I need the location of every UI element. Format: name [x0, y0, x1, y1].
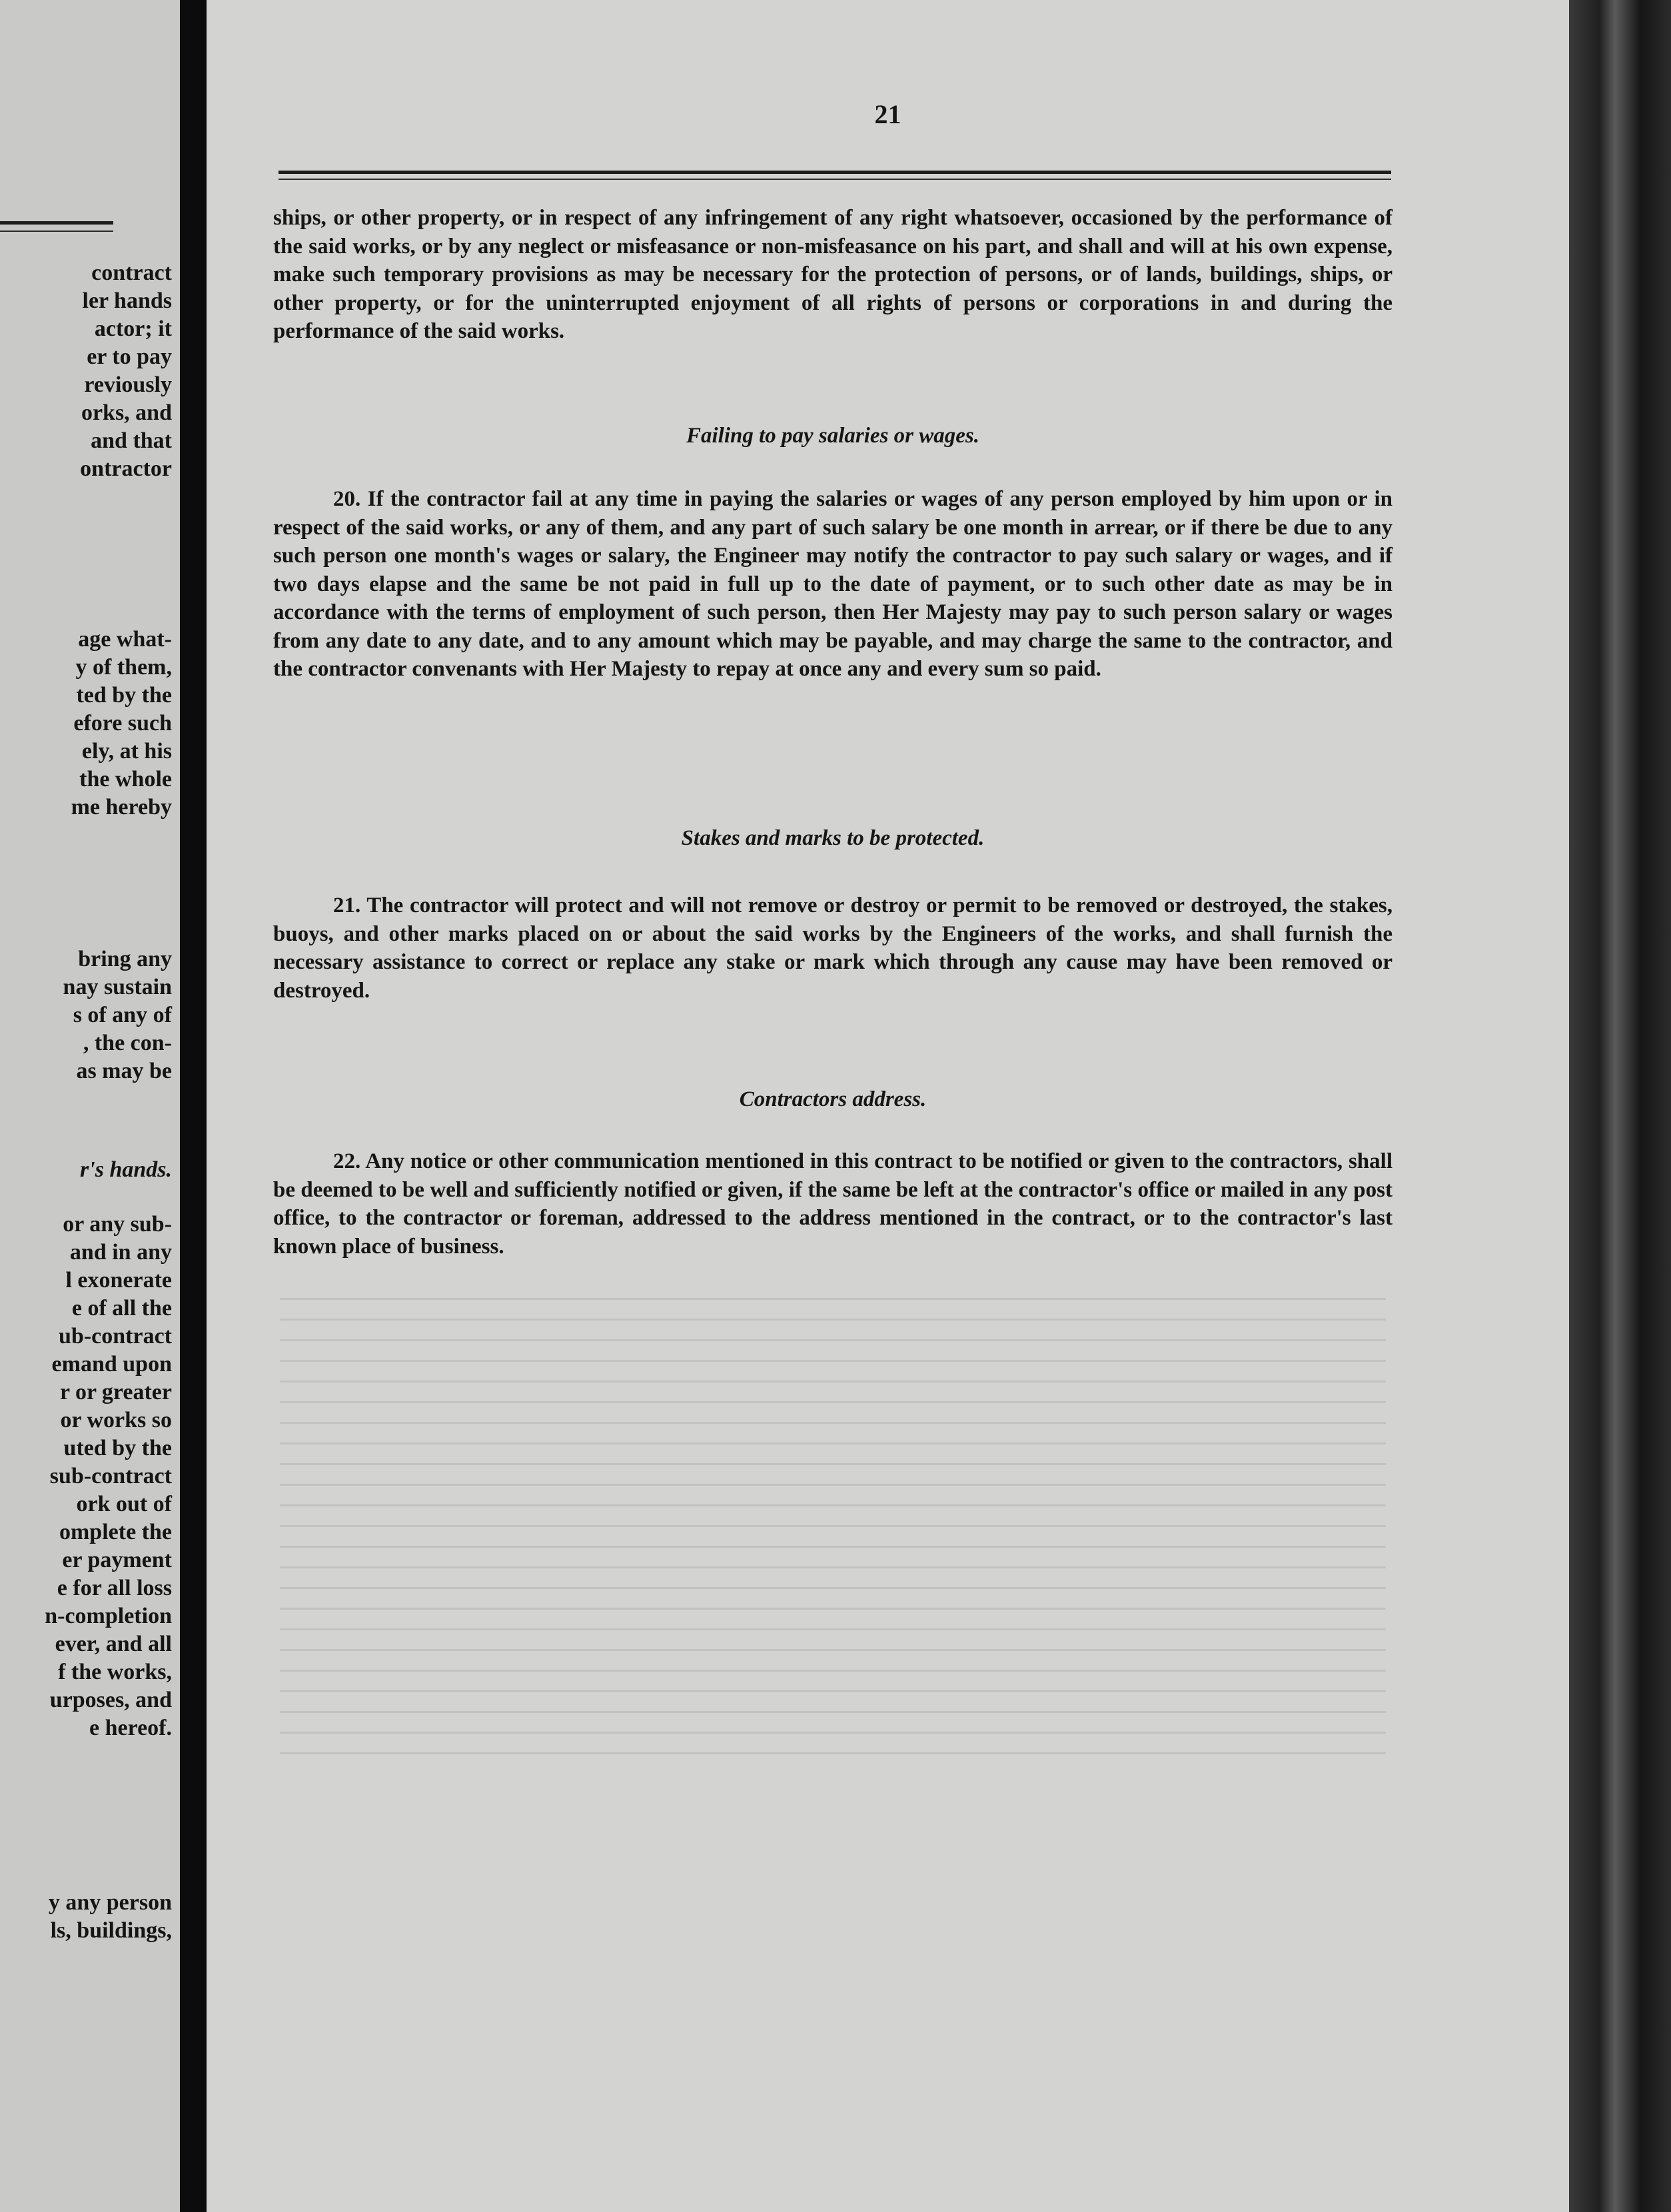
- left-page-line: ever, and all: [55, 1632, 172, 1656]
- left-facing-page: [0, 0, 180, 2212]
- section-paragraph-21: 21. The contractor will protect and will not remove or destroy or permit to be removed or destroyed, the stakes, buoys, and other marks placed on or about the said works by the Engineers of the works, and shall furnish the necessary assistance to correct or replace any stake or mark which through any cause may have been removed or destroyed.: [273, 893, 1392, 1003]
- left-page-line: y any person: [48, 1890, 172, 1915]
- section-paragraph-22: 22. Any notice or other communication mentioned in this contract to be notified or given to the contractors, shall be deemed to be well and sufficiently notified or given, if the same be left at the contractor's office or mailed in any post office, to the contractor or foreman, addressed to the address mentioned in the contract, or to the contractor's last known place of business.: [273, 1149, 1392, 1259]
- left-page-line: ted by the: [76, 683, 172, 708]
- left-page-line: urposes, and: [49, 1688, 172, 1712]
- left-page-line: and in any: [69, 1240, 172, 1265]
- section-heading-22: Contractors address.: [739, 1087, 927, 1111]
- left-page-line: as may be: [76, 1059, 172, 1083]
- left-page-line: r's hands.: [80, 1157, 172, 1182]
- left-page-line: contract: [91, 261, 172, 285]
- left-page-line: orks, and: [81, 400, 172, 425]
- left-page-line: nay sustain: [63, 975, 172, 999]
- left-page-line: me hereby: [71, 795, 172, 820]
- left-page-line: ls, buildings,: [50, 1918, 172, 1943]
- left-page-line: r or greater: [59, 1380, 172, 1404]
- left-page-line: emand upon: [51, 1352, 172, 1377]
- left-page-line: ely, at his: [81, 739, 172, 764]
- left-page-line: uted by the: [63, 1436, 172, 1460]
- left-page-line: s of any of: [73, 1003, 172, 1027]
- left-page-line: e for all loss: [57, 1576, 172, 1600]
- left-page-line: efore such: [73, 711, 172, 736]
- left-page-line: and that: [91, 428, 172, 453]
- page-edges: [1569, 0, 1671, 2212]
- left-page-line: ontractor: [80, 456, 172, 481]
- left-page-line: y of them,: [75, 655, 172, 680]
- section-heading-21: Stakes and marks to be protected.: [681, 826, 985, 850]
- page-number: 21: [874, 99, 901, 129]
- left-page-line: the whole: [79, 767, 172, 792]
- left-page-line: ler hands: [82, 288, 172, 313]
- left-page-line: f the works,: [58, 1660, 172, 1684]
- left-page-line: e hereof.: [89, 1716, 172, 1740]
- left-page-line: ork out of: [76, 1492, 172, 1516]
- left-page-line: n-completion: [45, 1604, 172, 1628]
- left-page-line: age what-: [78, 627, 172, 652]
- left-page-text: [0, 0, 172, 2212]
- left-page-line: ub-contract: [59, 1324, 172, 1349]
- left-page-line: er payment: [62, 1548, 172, 1572]
- left-page-line: sub-contract: [49, 1464, 172, 1488]
- show-through-text: [280, 1279, 1386, 1759]
- header-rule-thin: [278, 179, 1391, 180]
- left-page-line: bring any: [78, 947, 172, 971]
- header-rule: [278, 171, 1391, 174]
- section-heading-20: Failing to pay salaries or wages.: [686, 424, 980, 448]
- main-page: [207, 0, 1569, 2212]
- left-page-line: actor; it: [94, 316, 172, 341]
- left-page-line: e of all the: [71, 1296, 172, 1321]
- left-page-line: er to pay: [87, 344, 172, 369]
- left-page-line: , the con-: [83, 1031, 172, 1055]
- left-page-line: reviously: [84, 372, 172, 397]
- left-page-line: l exonerate: [65, 1268, 172, 1293]
- left-page-line: or any sub-: [63, 1212, 172, 1237]
- left-page-line: or works so: [60, 1408, 172, 1432]
- continuation-paragraph: ships, or other property, or in respect of any infringement of any right whatsoever, occasioned by the performance of the said works, or by any neglect or misfeasance or non-misfeasance on his part, and shall and will at his own expense, make such temporary provisions as may be necessary for the protection of persons, or of lands, buildings, ships, or other property, or for the uninterrupted enjoyment of all rights of persons or corporations in and during the performance of the said works.: [273, 206, 1392, 343]
- left-page-line: omplete the: [59, 1520, 172, 1544]
- book-gutter: [180, 0, 207, 2212]
- section-paragraph-20: 20. If the contractor fail at any time in paying the salaries or wages of any person employed by him upon or in respect of the said works, or any of them, and any part of such salary be one month in arrear, or if there be due to any such person one month's wages or salary, the Engineer may notify the contractor to pay such salary or wages, and if two days elapse and the same be not paid in full up to the date of payment, or to such other date as may be in accordance with the terms of employment of such person, then Her Majesty may pay to such person salary or wages from any date to any date, and to any amount which may be payable, and may charge the same to the contractor, and the contractor convenants with Her Majesty to repay at once any and every sum so paid.: [273, 487, 1392, 681]
